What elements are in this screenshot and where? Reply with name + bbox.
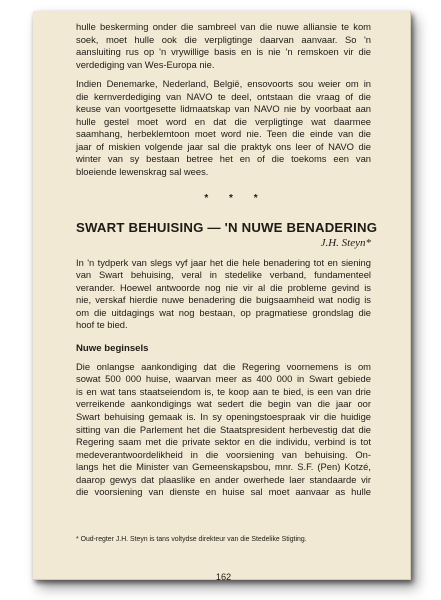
paragraph-1 [76, 21, 371, 71]
text-line: die kernverdediging van NAVO te deel, ontstaan die vraag of die [76, 90, 371, 102]
page-number: 162 [215, 571, 232, 582]
text-line: In 'n tydperk van slegs vyf jaar het die hele benadering tot en siening [76, 256, 371, 268]
text-line: die voorsiening van dienste en huise sal moet aanvaar as hulle [76, 486, 371, 498]
text-line: verdediging van Wes-Europa nie. [76, 58, 215, 70]
text-line: aansluiting rus op 'n vrywillige basis en is nie 'n remskoen vir die [76, 46, 371, 58]
paragraph-3 [76, 257, 371, 332]
text-line: is en wat tans staatseiendom is, te koop aan te bied, is een van drie [76, 385, 371, 397]
section-separator: * * * [204, 192, 267, 204]
text-line: verander. Hoewel antwoorde nog nie vir al die probleme gevind is [76, 281, 371, 293]
text-line: hoof te bied. [76, 319, 128, 331]
footnote: * Oud-regter J.H. Steyn is tans voltydse direkteur van die Stedelike Stigting. [76, 535, 307, 543]
text-line: jaar of miskien volgende jaar sal die praktyk ons leer of NAVO die [76, 140, 371, 152]
paragraph-gap [76, 71, 371, 78]
text-line: Regering saam met die private sektor en die individu, verbind is tot [76, 436, 371, 448]
document-page [33, 11, 411, 580]
text-line: winter van sy bestaan betree het en of die toekoms een van [76, 153, 371, 165]
text-line: saamhang, herbeklemtoon moet word nie. Teen die einde van die [76, 128, 371, 140]
paragraph-4 [76, 361, 371, 499]
text-line: keuse van voortgesette lidmaatskap van NAVO nie by voorbaat aan [76, 103, 371, 115]
text-line: verreikende aankondigings wat sedert die begin van die jaar oor [76, 398, 371, 410]
section-heading: Nuwe beginsels [76, 342, 149, 354]
text-line: Indien Denemarke, Nederland, België, ensovoorts sou weier om in [76, 78, 371, 90]
text-line: hulle gestel moet word en dat die verpligtinge wat daarmee [76, 115, 371, 127]
page-content [76, 21, 378, 582]
text-line: van Swart behuising, veral in stedelike verband, fundamenteel [76, 269, 371, 281]
text-line: soek, moet hulle ook die verpligtinge daarvan aanvaar. So 'n [76, 33, 371, 45]
text-line: bloeiende lewenskrag sal wees. [76, 166, 209, 178]
text-line: Swart behuising gemaak is. In sy openingstoespraak vir die huidige [76, 411, 371, 423]
paragraph-2 [76, 78, 371, 178]
article-title: SWART BEHUISING — 'N NUWE BENADERING [76, 219, 378, 235]
text-line: langs het die Minister van Gemeenskapsbou, mnr. S.F. (Pen) Kotzé, [76, 461, 371, 473]
text-line: Die onlangse aankondiging dat die Regering voornemens is om [76, 360, 371, 372]
text-line: sowat 500 000 huise, waarvan meer as 400 000 in Swart gebiede [76, 373, 371, 385]
text-line: hulle beskerming onder die sambreel van die nuwe alliansie te kom [76, 21, 371, 32]
text-line: medeverantwoordelikheid in die voorsiening van behuising. On- [76, 448, 371, 460]
text-line: om die uitdagings wat nog bestaan, op pragmatiese grondslag die [76, 306, 371, 318]
text-line: sitting van die Parlement het die Staatspresident herbevestig dat die [76, 423, 371, 435]
author-byline: J.H. Steyn* [320, 236, 371, 249]
text-line: nie, verskaf hierdie nuwe benadering die buigsaamheid wat nodig is [76, 294, 371, 306]
text-line: daarop gewys dat plaaslike en ander owerhede laer standaarde vir [76, 473, 371, 485]
